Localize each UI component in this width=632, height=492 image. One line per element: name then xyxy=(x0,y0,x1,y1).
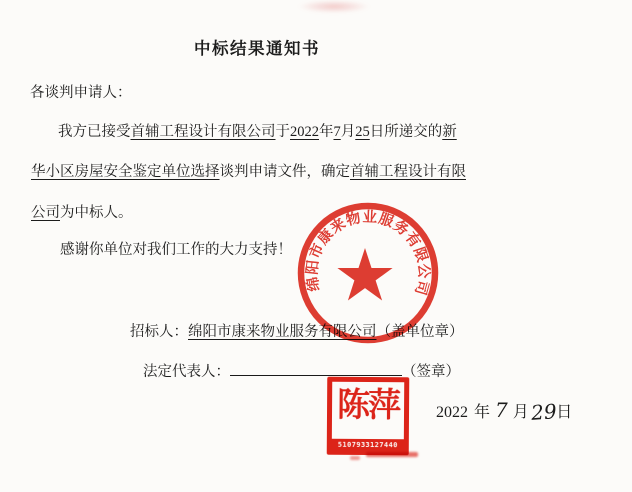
text-run: 为中标人。 xyxy=(60,205,133,221)
legal-rep-line xyxy=(143,360,460,381)
bidder-company: 绵阳市康来物业服务有限公司 xyxy=(188,324,377,340)
date-day-unit: 日 xyxy=(556,404,573,421)
submit-month: 7 xyxy=(333,124,341,140)
text-run: 年 xyxy=(319,124,334,140)
text-run: 谈判申请文件，确定 xyxy=(219,164,350,180)
project-name-start: 新 xyxy=(442,124,457,140)
text-run: 我方已接受 xyxy=(58,124,131,140)
body-line-3 xyxy=(31,201,133,222)
stamp-name-text: 陈萍 xyxy=(336,387,400,425)
text-run: 于 xyxy=(275,124,290,140)
seal-company-text: 绵阳市康来物业服务有限公司 xyxy=(304,209,432,298)
date-year: 2022 xyxy=(436,404,468,421)
project-name: 华小区房屋安全鉴定单位选择 xyxy=(31,164,220,180)
ink-smear xyxy=(366,452,418,457)
legal-rep-name-stamp xyxy=(327,377,410,456)
ink-smear-small xyxy=(350,456,360,460)
legal-rep-suffix: （签章） xyxy=(402,364,460,380)
date-month-handwritten: 7 xyxy=(495,398,508,422)
star-icon xyxy=(337,248,392,301)
date-day-handwritten: 29 xyxy=(530,399,558,425)
body-line-2 xyxy=(31,160,466,181)
stamp-id-number: 5107933127440 xyxy=(332,439,404,451)
submit-day: 25 xyxy=(355,124,370,140)
signature-blank-line xyxy=(230,361,402,377)
date-month-unit: 月 xyxy=(512,404,529,421)
text-run: 月 xyxy=(340,124,356,140)
thanks-line: 感谢你单位对我们工作的大力支持！ xyxy=(60,242,292,258)
legal-rep-label: 法定代表人： xyxy=(143,364,230,380)
ink-smudge xyxy=(298,0,370,13)
winner-name: 首辅工程设计有限公司 xyxy=(130,124,276,140)
salutation: 各谈判申请人： xyxy=(30,85,132,101)
body-line-1 xyxy=(58,120,457,141)
submit-year: 2022 xyxy=(290,124,319,140)
winner-name: 首辅工程设计有限 xyxy=(350,164,466,180)
date-line xyxy=(436,398,573,425)
date-year-unit: 年 xyxy=(474,404,491,421)
bidder-label: 招标人： xyxy=(130,324,188,340)
document-title: 中标结果通知书 xyxy=(194,40,320,58)
text-run: 日所递交的 xyxy=(369,124,443,140)
winner-name-end: 公司 xyxy=(31,205,60,221)
bidder-suffix: （盖单位章） xyxy=(376,324,464,340)
company-seal xyxy=(294,198,442,348)
